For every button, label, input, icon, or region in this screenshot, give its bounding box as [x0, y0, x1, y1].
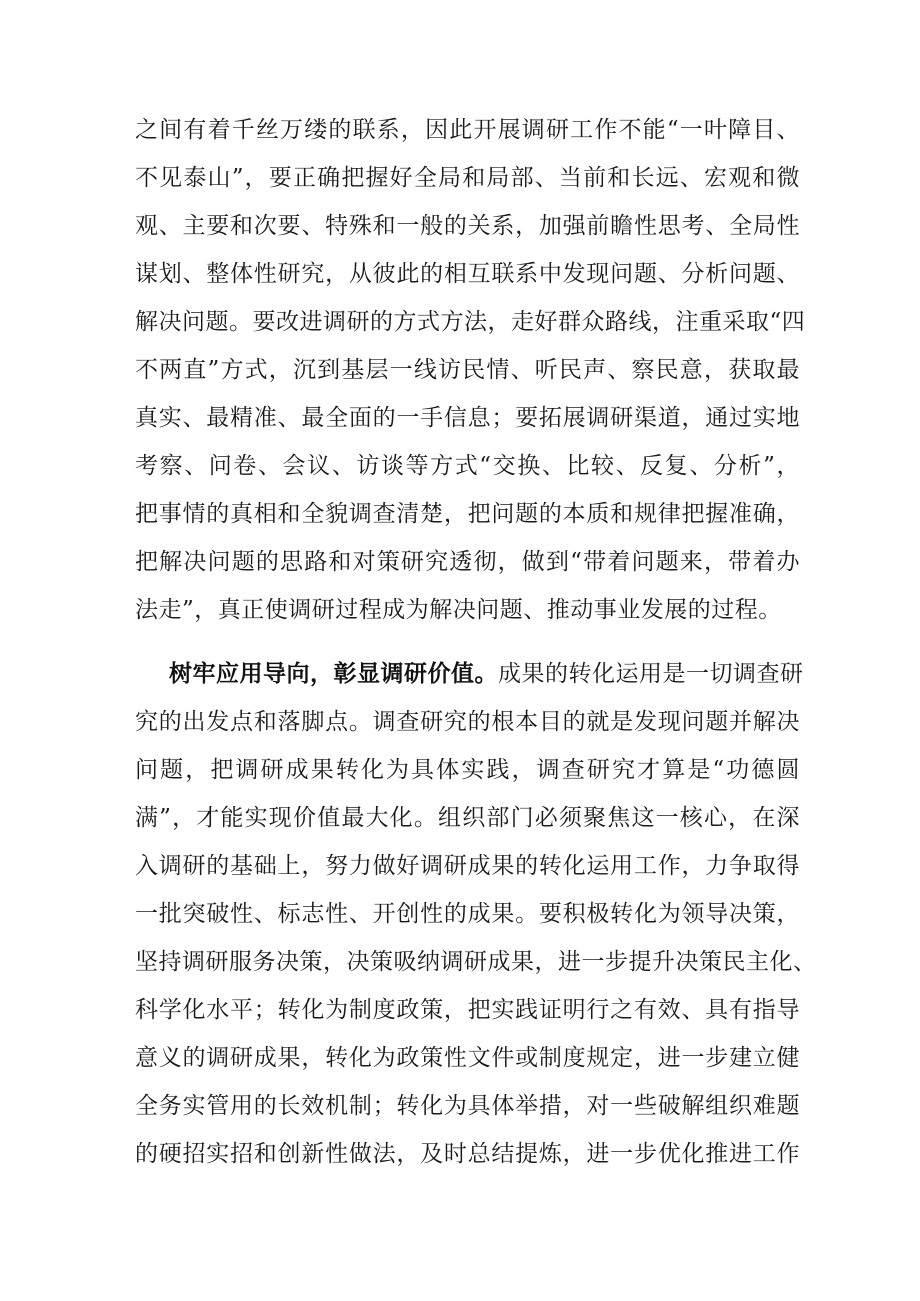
- paragraph-2-first-line: [135, 650, 804, 698]
- paragraph-2-line: 的硬招实招和创新性做法，及时总结提炼，进一步优化推进工作: [135, 1141, 800, 1167]
- paragraph-1-line: 把解决问题的思路和对策研究透彻，做到“带着问题来，带着办: [135, 549, 800, 575]
- paragraph-2-line: 科学化水平；转化为制度政策，把实践证明行之有效、具有指导: [135, 997, 800, 1023]
- paragraph-spacer: [135, 634, 800, 650]
- paragraph-2-line: 入调研的基础上，努力做好调研成果的转化运用工作，力争取得: [135, 853, 800, 879]
- paragraph-1-line: 法走”，真正使调研过程成为解决问题、推动事业发展的过程。: [135, 597, 782, 623]
- paragraph-1-line: 解决问题。要改进调研的方式方法，走好群众路线，注重采取“四: [135, 309, 806, 335]
- paragraph-2-line: 全务实管用的长效机制；转化为具体举措，对一些破解组织难题: [135, 1093, 800, 1119]
- paragraph-2-line: 一批突破性、标志性、开创性的成果。要积极转化为领导决策，: [135, 901, 800, 927]
- paragraph-1-line: 考察、问卷、会议、访谈等方式“交换、比较、反复、分析”，: [135, 453, 800, 479]
- paragraph-2-heading: 树牢应用导向，彰显调研价值。: [169, 661, 498, 687]
- paragraph-1-line: 不见泰山”，要正确把握好全局和局部、当前和长远、宏观和微: [135, 165, 800, 191]
- paragraph-2: [135, 650, 817, 1178]
- paragraph-2-line: 究的出发点和落脚点。调查研究的根本目的就是发现问题并解决: [135, 709, 800, 735]
- paragraph-2-first-line-text: 成果的转化运用是一切调查研: [498, 661, 804, 687]
- document-body: [135, 106, 817, 1178]
- paragraph-1: [135, 106, 806, 634]
- paragraph-1-line: 把事情的真相和全貌调查清楚，把问题的本质和规律把握准确，: [135, 501, 800, 527]
- paragraph-1-line: 不两直”方式，沉到基层一线访民情、听民声、察民意，获取最: [135, 357, 800, 383]
- paragraph-1-line: 观、主要和次要、特殊和一般的关系，加强前瞻性思考、全局性: [135, 213, 800, 239]
- paragraph-1-line: 谋划、整体性研究，从彼此的相互联系中发现问题、分析问题、: [135, 261, 800, 287]
- paragraph-2-line: 意义的调研成果，转化为政策性文件或制度规定，进一步建立健: [135, 1045, 800, 1071]
- paragraph-1-line: 之间有着千丝万缕的联系，因此开展调研工作不能“一叶障目、: [135, 117, 800, 143]
- paragraph-1-line: 真实、最精准、最全面的一手信息；要拓展调研渠道，通过实地: [135, 405, 800, 431]
- paragraph-2-line: 坚持调研服务决策，决策吸纳调研成果，进一步提升决策民主化、: [135, 949, 817, 975]
- paragraph-2-line: 问题，把调研成果转化为具体实践，调查研究才算是“功德圆: [135, 757, 800, 783]
- paragraph-2-line: 满”，才能实现价值最大化。组织部门必须聚焦这一核心，在深: [135, 805, 800, 831]
